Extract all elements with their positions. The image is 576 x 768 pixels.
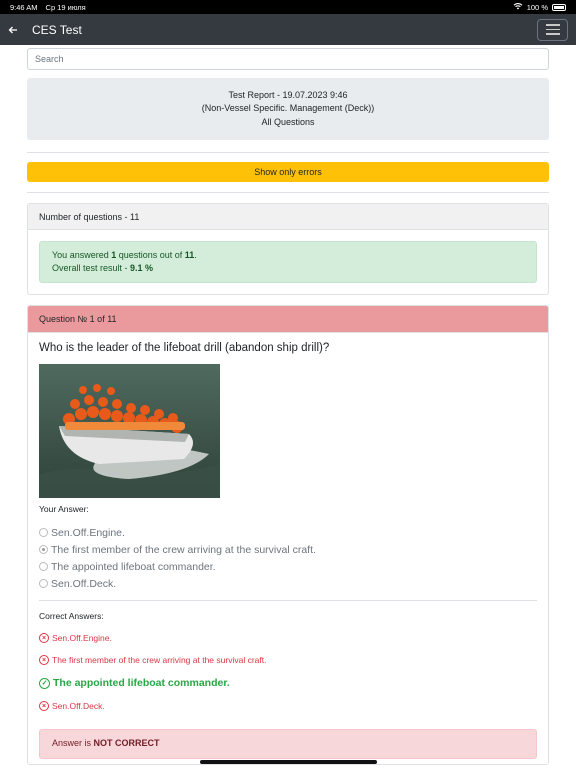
option-item[interactable]: Sen.Off.Deck.: [39, 575, 537, 592]
answer-item: × Sen.Off.Deck.: [39, 701, 537, 711]
main-content: [27, 45, 549, 765]
search-input[interactable]: [27, 48, 549, 70]
radio-icon[interactable]: [39, 562, 48, 571]
radio-icon[interactable]: [39, 579, 48, 588]
total-count: 11: [184, 250, 195, 260]
option-item[interactable]: Sen.Off.Engine.: [39, 524, 537, 541]
report-header: [27, 78, 549, 140]
question-text: Who is the leader of the lifeboat drill (abandon ship drill)?: [39, 342, 330, 354]
option-item[interactable]: The first member of the crew arriving at the survival craft.: [39, 541, 537, 558]
home-indicator[interactable]: [200, 760, 377, 764]
search-placeholder: Search: [35, 54, 64, 64]
x-circle-icon: ×: [39, 701, 49, 711]
result-alert: You answered 1 questions out of 11. Overall test result - 9.1 %: [39, 241, 537, 283]
wifi-icon: [513, 2, 523, 12]
verdict-text: NOT CORRECT: [93, 738, 160, 748]
lifeboat-image: [39, 364, 220, 498]
divider: [39, 600, 537, 601]
divider: [27, 192, 549, 193]
divider: [27, 152, 549, 153]
question-card: [27, 305, 549, 765]
status-bar: [0, 0, 576, 14]
status-time: 9:46 AM: [10, 2, 38, 12]
menu-button[interactable]: [537, 19, 568, 41]
app-title: CES Test: [32, 22, 82, 37]
x-circle-icon: ×: [39, 655, 49, 665]
answer-item-correct: ✓ The appointed lifeboat commander.: [39, 677, 537, 689]
your-answer-label: Your Answer:: [39, 504, 89, 514]
back-arrow-icon[interactable]: [8, 22, 24, 38]
summary-header: Number of questions - 11: [28, 204, 548, 230]
answered-count: 1: [111, 250, 117, 260]
report-scope: All Questions: [261, 116, 315, 127]
x-circle-icon: ×: [39, 633, 49, 643]
option-item[interactable]: The appointed lifeboat commander.: [39, 558, 537, 575]
battery-percent: 100 %: [526, 2, 548, 12]
radio-icon[interactable]: [39, 528, 48, 537]
navbar: [0, 14, 576, 45]
check-circle-icon: ✓: [39, 678, 50, 689]
summary-card: [27, 203, 549, 295]
correct-answers-label: Correct Answers:: [39, 611, 104, 621]
battery-icon: [552, 4, 566, 11]
hamburger-icon: [546, 24, 560, 26]
radio-icon[interactable]: [39, 545, 48, 554]
answer-item: × The first member of the crew arriving at the survival craft.: [39, 655, 537, 665]
question-header: Question № 1 of 11: [28, 306, 548, 333]
status-date: Ср 19 июля: [45, 2, 86, 12]
answer-item: × Sen.Off.Engine.: [39, 633, 537, 643]
result-value: 9.1 %: [130, 263, 154, 273]
report-title: Test Report - 19.07.2023 9:46: [228, 89, 348, 100]
verdict-alert: Answer is NOT CORRECT: [39, 729, 537, 759]
options-list: [39, 524, 537, 592]
show-only-errors-button[interactable]: Show only errors: [27, 162, 549, 182]
report-subtitle: (Non-Vessel Specific. Management (Deck)): [201, 103, 375, 114]
